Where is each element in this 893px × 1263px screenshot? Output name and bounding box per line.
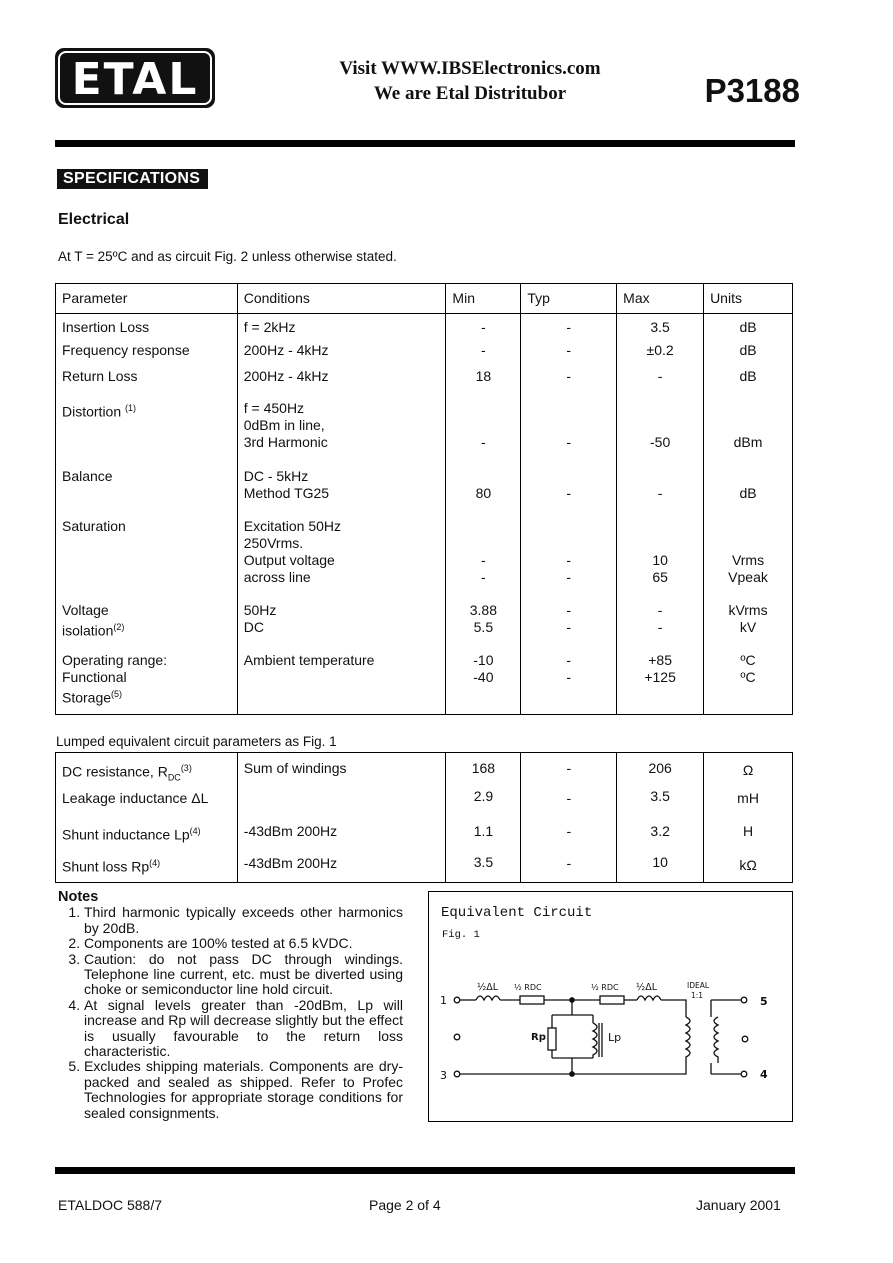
- max-cell: 3.5: [617, 786, 704, 819]
- table-row: [56, 368, 793, 400]
- conditions-cell: f = 2kHz: [237, 314, 446, 337]
- conditions-line: across line: [243, 569, 311, 585]
- terminal-4: [741, 1071, 747, 1077]
- footnote-ref: (3): [180, 763, 192, 773]
- typ-value: -: [566, 569, 572, 585]
- specifications-table: [55, 283, 793, 715]
- parameter-line: [62, 686, 231, 707]
- typ-value: -: [566, 485, 572, 501]
- max-cell: [617, 518, 704, 602]
- conditions-cell: Sum of windings: [237, 753, 446, 787]
- parameter-line: Voltage: [62, 602, 109, 618]
- lp-label: Lp: [608, 1031, 622, 1044]
- conditions-cell: -43dBm 200Hz: [237, 819, 446, 851]
- typ-value: -: [566, 602, 572, 618]
- min-cell: 168: [446, 753, 521, 787]
- typ-cell: -: [521, 368, 617, 400]
- units-cell: [704, 468, 793, 518]
- half-dl-left-label: ½ΔL: [477, 982, 498, 993]
- header-rule: [55, 140, 795, 147]
- conditions-cell: [237, 786, 446, 819]
- column-header: Min: [446, 284, 521, 314]
- footer-date: January 2001: [696, 1197, 781, 1213]
- max-value: -50: [650, 434, 671, 450]
- conditions-line: 50Hz: [243, 602, 277, 618]
- column-header: Max: [617, 284, 704, 314]
- max-value: +125: [644, 669, 676, 685]
- conditions-cell: -43dBm 200Hz: [237, 851, 446, 883]
- footer-rule: [55, 1167, 795, 1174]
- units-value: ºC: [740, 652, 756, 668]
- parameter-line: Functional: [62, 669, 127, 685]
- typ-cell: [521, 602, 617, 652]
- units-cell: dB: [704, 336, 793, 368]
- leakage-inductor-right: [637, 996, 661, 1000]
- conditions-line: 0dBm in line,: [243, 417, 325, 433]
- units-value: Vpeak: [728, 569, 768, 585]
- middle-terminal-right: [742, 1036, 748, 1042]
- units-value: ºC: [740, 669, 756, 685]
- conditions-line: f = 450Hz: [243, 400, 305, 416]
- column-header: Conditions: [237, 284, 446, 314]
- conditions-line: Method TG25: [243, 485, 330, 501]
- parameter-cell: Balance: [56, 468, 238, 518]
- min-value: -10: [473, 652, 494, 668]
- conditions-line: Excitation 50Hz: [243, 518, 342, 534]
- min-cell: [446, 468, 521, 518]
- min-value: -: [481, 569, 486, 585]
- pin-1-label: 1: [440, 994, 447, 1007]
- circuit-diagram: [428, 891, 793, 1122]
- parameter-label: Shunt inductance Lp: [62, 827, 190, 844]
- conditions-cell: [237, 518, 446, 602]
- table-header-row: [56, 284, 793, 314]
- parameter-cell: [56, 652, 238, 715]
- lumped-parameters-table: [55, 752, 793, 883]
- section-title: SPECIFICATIONS: [57, 169, 208, 189]
- parameter-label: isolation: [62, 622, 114, 639]
- transformer-primary: [686, 1017, 690, 1063]
- table-row: [56, 819, 793, 851]
- wire: [552, 1050, 593, 1074]
- units-cell: kΩ: [704, 851, 793, 883]
- typ-cell: [521, 652, 617, 715]
- min-cell: -: [446, 336, 521, 368]
- column-header: Typ: [521, 284, 617, 314]
- min-value: -: [481, 552, 486, 568]
- max-value: -: [657, 485, 663, 501]
- distributor-line: We are Etal Distritubor: [373, 83, 567, 104]
- units-cell: dB: [704, 368, 793, 400]
- terminal-3: [454, 1071, 460, 1077]
- half-dl-right-label: ½ΔL: [636, 982, 657, 993]
- typ-cell: [521, 468, 617, 518]
- conditions-line: 250Vrms.: [243, 535, 304, 551]
- footer-page-number: Page 2 of 4: [369, 1197, 441, 1213]
- max-value: -: [657, 619, 663, 635]
- circuit-title: Equivalent Circuit: [441, 905, 593, 921]
- min-cell: [446, 652, 521, 715]
- parameter-label: DC resistance, R: [62, 763, 168, 780]
- typ-cell: [521, 400, 617, 468]
- conditions-line: DC: [243, 619, 264, 635]
- parameter-cell: [56, 819, 238, 851]
- max-value: +85: [648, 652, 672, 668]
- footnote-ref: (4): [189, 826, 201, 837]
- units-cell: [704, 652, 793, 715]
- max-cell: 3.2: [617, 819, 704, 851]
- conditions-line: Output voltage: [243, 552, 335, 568]
- footnote-ref: (1): [125, 403, 137, 413]
- typ-cell: -: [521, 819, 617, 851]
- conditions-statement: At T = 25ºC and as circuit Fig. 2 unless otherwise stated.: [58, 249, 397, 264]
- units-cell: [704, 518, 793, 602]
- min-value: 3.88: [469, 602, 497, 618]
- table-row: [56, 400, 793, 468]
- units-cell: H: [704, 819, 793, 851]
- min-cell: 3.5: [446, 851, 521, 883]
- wire: [661, 1000, 686, 1017]
- max-cell: 10: [617, 851, 704, 883]
- notes-section: [58, 890, 403, 1121]
- min-cell: [446, 602, 521, 652]
- max-cell: 206: [617, 753, 704, 787]
- min-value: 80: [475, 485, 492, 501]
- resistor-rdc-left: [520, 996, 544, 1004]
- footer-doc-ref: ETALDOC 588/7: [58, 1197, 163, 1213]
- typ-cell: -: [521, 753, 617, 787]
- units-value: dB: [739, 485, 757, 501]
- note-item: 5. Excludes shipping materials. Components are dry-packed and sealed as shipped. Refer to Profec Technologies for appropriate storage conditions for sealed consignments.: [84, 1059, 403, 1121]
- parameter-cell: Return Loss: [56, 368, 238, 400]
- min-cell: [446, 400, 521, 468]
- notes-list: [58, 905, 403, 1121]
- table-row: [56, 336, 793, 368]
- conditions-line: DC - 5kHz: [243, 468, 309, 484]
- note-item: 3. Caution: do not pass DC through windings. Telephone line current, etc. must be diverted using choke or semiconductor line hold circuit.: [84, 952, 403, 998]
- visit-line: Visit WWW.IBSElectronics.com: [339, 58, 601, 79]
- parameter-line: [62, 619, 231, 640]
- conditions-cell: 200Hz - 4kHz: [237, 336, 446, 368]
- middle-terminal-left: [454, 1034, 460, 1040]
- logo-text: ETAL: [71, 54, 199, 105]
- parameter-cell: Saturation: [56, 518, 238, 602]
- parameter-line: Operating range:: [62, 652, 168, 668]
- typ-value: -: [566, 434, 572, 450]
- units-cell: [704, 602, 793, 652]
- typ-value: -: [566, 552, 572, 568]
- min-value: 5.5: [473, 619, 494, 635]
- column-header: Units: [704, 284, 793, 314]
- conditions-line: 3rd Harmonic: [243, 434, 328, 450]
- document-number: P3188: [704, 72, 800, 109]
- min-value: -: [481, 434, 486, 450]
- units-cell: Ω: [704, 753, 793, 787]
- terminal-1: [454, 997, 460, 1003]
- units-value: kVrms: [728, 602, 768, 618]
- inductor-core: [599, 1023, 602, 1057]
- half-rdc-right-label: ½ RDC: [591, 983, 619, 992]
- table-row: [56, 518, 793, 602]
- note-item: 2. Components are 100% tested at 6.5 kVDC.: [84, 936, 403, 951]
- parameter-cell: Leakage inductance ΔL: [56, 786, 238, 819]
- column-header: Parameter: [56, 284, 238, 314]
- min-cell: 18: [446, 368, 521, 400]
- parameter-cell: [56, 602, 238, 652]
- typ-cell: -: [521, 851, 617, 883]
- parameter-cell: Frequency response: [56, 336, 238, 368]
- max-value: 65: [652, 569, 668, 585]
- terminal-5: [741, 997, 747, 1003]
- rp-label: Rp: [531, 1032, 546, 1043]
- table-row: [56, 468, 793, 518]
- conditions-cell: [237, 400, 446, 468]
- conditions-cell: [237, 468, 446, 518]
- units-cell: dB: [704, 314, 793, 337]
- parameter-label: Distortion: [62, 403, 122, 420]
- max-cell: [617, 468, 704, 518]
- pin-5-label: 5: [760, 995, 768, 1008]
- ideal-label: IDEAL: [687, 981, 710, 990]
- parameter-cell: [56, 400, 238, 468]
- ratio-label: 1:1: [691, 991, 704, 1000]
- footnote-ref: (2): [113, 622, 125, 632]
- typ-value: -: [566, 652, 572, 668]
- wire: [552, 1000, 593, 1028]
- note-item: 4. At signal levels greater than -20dBm, Lp will increase and Rp will decrease slightly but the effect is usually favourable to the return loss characteristic.: [84, 998, 403, 1060]
- table-row: [56, 786, 793, 819]
- table-row: [56, 652, 793, 715]
- half-rdc-left-label: ½ RDC: [514, 983, 542, 992]
- max-cell: ±0.2: [617, 336, 704, 368]
- typ-value: -: [566, 619, 572, 635]
- typ-cell: -: [521, 314, 617, 337]
- min-cell: -: [446, 314, 521, 337]
- conditions-cell: 200Hz - 4kHz: [237, 368, 446, 400]
- min-cell: 1.1: [446, 819, 521, 851]
- parameter-cell: Insertion Loss: [56, 314, 238, 337]
- parameter-cell: [56, 851, 238, 883]
- distributor-banner: [300, 56, 640, 106]
- wire: [711, 1063, 741, 1074]
- subscript: DC: [167, 772, 181, 783]
- parameter-label: Storage: [62, 689, 112, 706]
- transformer-secondary: [714, 1017, 718, 1063]
- min-cell: 2.9: [446, 786, 521, 819]
- lumped-parameters-title: Lumped equivalent circuit parameters as Fig. 1: [56, 734, 337, 749]
- max-value: 10: [652, 552, 668, 568]
- parameter-cell: [56, 753, 238, 787]
- parameter-label: Shunt loss Rp: [62, 859, 150, 876]
- conditions-cell: [237, 602, 446, 652]
- resistor-rp: [548, 1028, 556, 1050]
- footnote-ref: (4): [149, 858, 161, 869]
- table-row: [56, 851, 793, 883]
- max-cell: [617, 602, 704, 652]
- typ-cell: -: [521, 336, 617, 368]
- units-value: dBm: [733, 434, 763, 450]
- table-row: [56, 602, 793, 652]
- table-row: [56, 314, 793, 337]
- footnote-ref: (5): [111, 689, 123, 699]
- min-cell: [446, 518, 521, 602]
- conditions-cell: Ambient temperature: [237, 652, 446, 715]
- subsection-title: Electrical: [58, 211, 130, 228]
- figure-label: Fig. 1: [442, 929, 480, 941]
- units-cell: mH: [704, 786, 793, 819]
- shunt-inductor-lp: [593, 1023, 597, 1058]
- max-cell: 3.5: [617, 314, 704, 337]
- notes-title: Notes: [58, 889, 99, 905]
- note-item: 1. Third harmonic typically exceeds other harmonics by 20dB.: [84, 905, 403, 936]
- typ-cell: -: [521, 786, 617, 819]
- pin-4-label: 4: [760, 1068, 768, 1081]
- units-value: Vrms: [731, 552, 765, 568]
- max-cell: [617, 652, 704, 715]
- max-cell: [617, 400, 704, 468]
- max-cell: -: [617, 368, 704, 400]
- typ-cell: [521, 518, 617, 602]
- units-value: kV: [739, 619, 757, 635]
- table-row: [56, 753, 793, 787]
- etal-logo: [55, 48, 215, 108]
- resistor-rdc-right: [600, 996, 624, 1004]
- pin-3-label: 3: [440, 1069, 447, 1082]
- wire: [711, 1000, 741, 1017]
- max-value: -: [657, 602, 663, 618]
- typ-value: -: [566, 669, 572, 685]
- min-value: -40: [473, 669, 494, 685]
- leakage-inductor-left: [476, 996, 500, 1000]
- units-cell: [704, 400, 793, 468]
